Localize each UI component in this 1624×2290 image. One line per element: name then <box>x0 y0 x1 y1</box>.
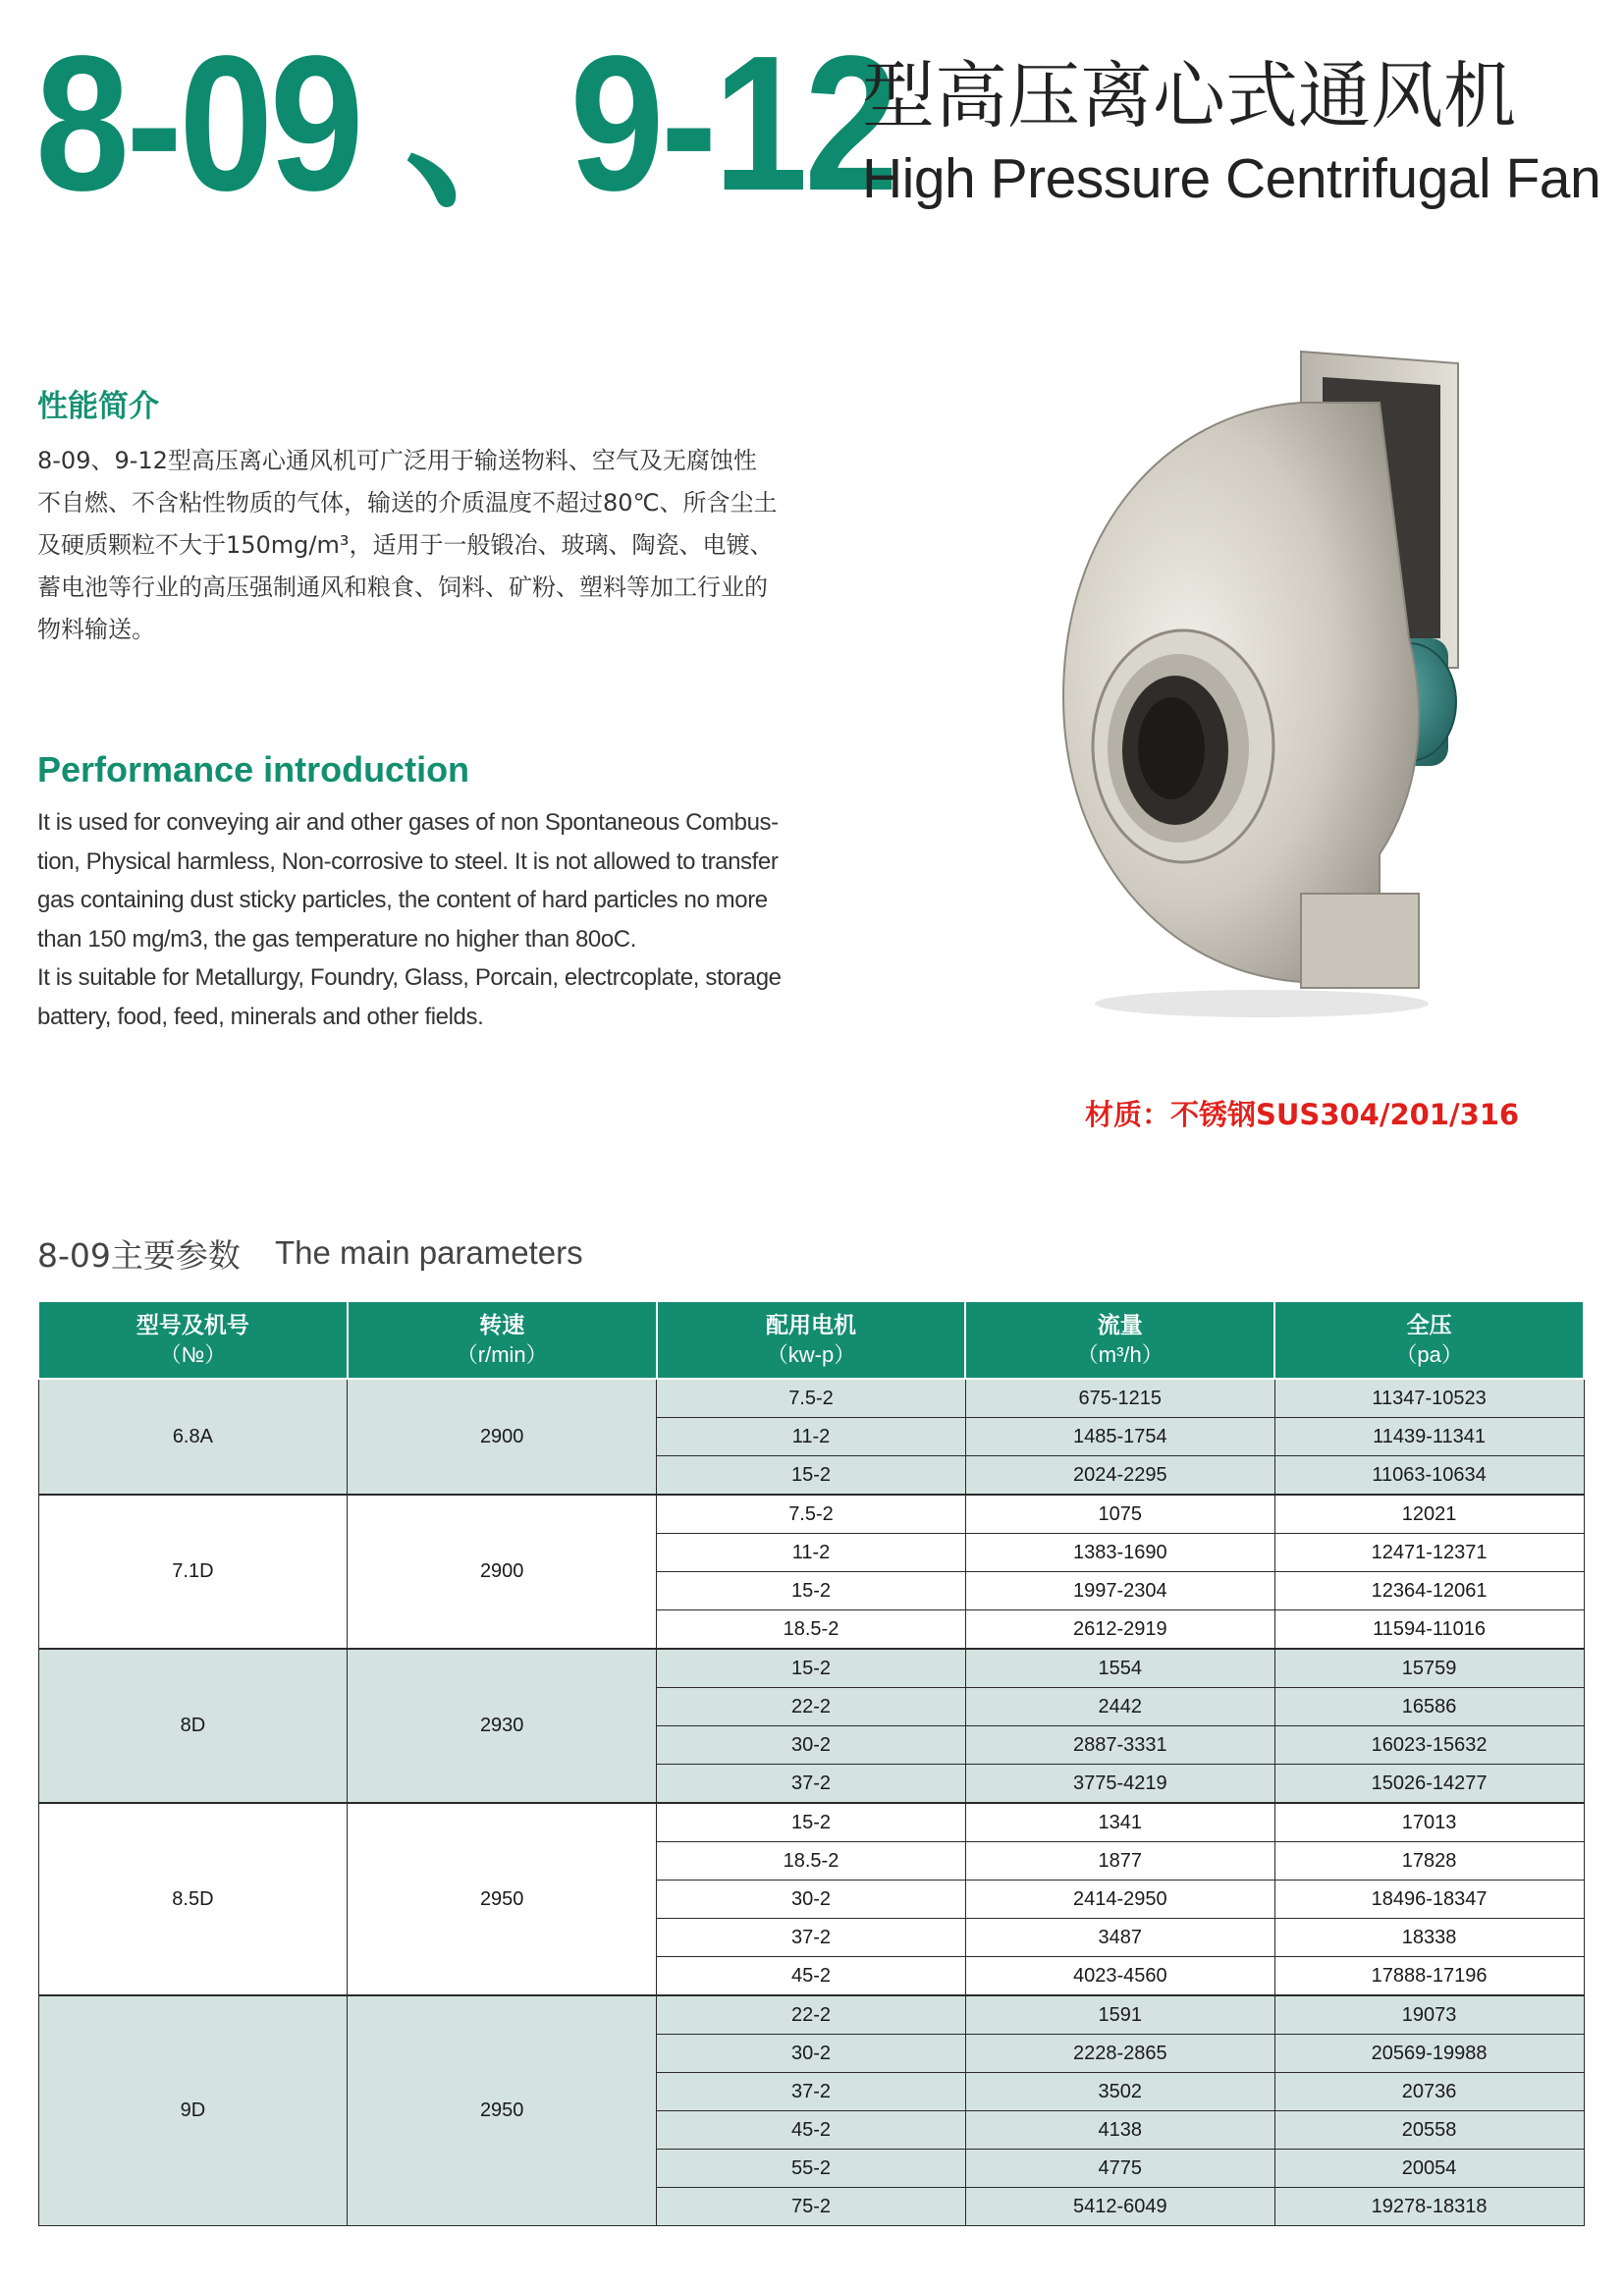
cell-speed: 2900 <box>348 1495 657 1649</box>
cell-pressure: 15026-14277 <box>1274 1765 1584 1804</box>
cell-flow: 5412-6049 <box>965 2188 1274 2226</box>
cell-speed: 2900 <box>348 1379 657 1495</box>
cell-flow: 2442 <box>965 1688 1274 1726</box>
intro-line-en: than 150 mg/m3, the gas temperature no higher than 80oC. <box>37 925 637 953</box>
cell-pressure: 18496-18347 <box>1274 1881 1584 1919</box>
cell-pressure: 17828 <box>1274 1842 1584 1881</box>
column-header <box>965 1301 1274 1379</box>
cell-flow: 3502 <box>965 2073 1274 2111</box>
intro-paragraph-cn <box>37 440 784 651</box>
parameters-table <box>37 1300 1585 2226</box>
intro-line-cn: 蓄电池等行业的高压强制通风和粮食、饲料、矿粉、塑料等加工行业的 <box>37 573 768 601</box>
header-unit: （kw-p） <box>766 1342 856 1367</box>
cell-flow: 1341 <box>965 1803 1274 1842</box>
cell-flow: 1554 <box>965 1649 1274 1688</box>
intro-heading-en: Performance introduction <box>37 749 470 790</box>
cell-pressure: 20054 <box>1274 2150 1584 2188</box>
cell-flow: 1997-2304 <box>965 1572 1274 1610</box>
cell-motor: 7.5-2 <box>657 1495 966 1534</box>
intro-line-cn: 及硬质颗粒不大于150mg/m³，适用于一般锻冶、玻璃、陶瓷、电镀、 <box>37 531 774 559</box>
cell-motor: 11-2 <box>657 1418 966 1456</box>
cell-motor: 15-2 <box>657 1649 966 1688</box>
cell-pressure: 15759 <box>1274 1649 1584 1688</box>
cell-pressure: 19073 <box>1274 1995 1584 2035</box>
cell-motor: 75-2 <box>657 2188 966 2226</box>
cell-motor: 15-2 <box>657 1572 966 1610</box>
cell-motor: 37-2 <box>657 1765 966 1804</box>
intro-line-cn: 物料输送。 <box>37 616 155 643</box>
cell-motor: 30-2 <box>657 2035 966 2073</box>
cell-motor: 45-2 <box>657 1957 966 1996</box>
cell-motor: 7.5-2 <box>657 1379 966 1418</box>
cell-flow: 2024-2295 <box>965 1456 1274 1496</box>
cell-pressure: 17888-17196 <box>1274 1957 1584 1996</box>
column-header <box>348 1301 657 1379</box>
cell-motor: 18.5-2 <box>657 1842 966 1881</box>
intro-line-en: battery, food, feed, minerals and other fields. <box>37 1003 484 1030</box>
header-unit: （r/min） <box>456 1342 548 1367</box>
cell-flow: 1383-1690 <box>965 1534 1274 1572</box>
header-cn: 全压 <box>1406 1312 1452 1337</box>
cell-flow: 3487 <box>965 1919 1274 1957</box>
cell-model-no: 8.5D <box>38 1803 348 1995</box>
column-header <box>657 1301 966 1379</box>
cell-flow: 4138 <box>965 2111 1274 2150</box>
intro-line-cn: 8-09、9-12型高压离心通风机可广泛用于输送物料、空气及无腐蚀性 <box>37 447 757 474</box>
cell-pressure: 11063-10634 <box>1274 1456 1584 1496</box>
cell-model-no: 6.8A <box>38 1379 348 1495</box>
cell-motor: 11-2 <box>657 1534 966 1572</box>
cell-pressure: 11347-10523 <box>1274 1379 1584 1418</box>
table-header-row <box>38 1301 1584 1379</box>
table-body <box>38 1379 1584 2226</box>
cell-motor: 22-2 <box>657 1995 966 2035</box>
cell-model-no: 8D <box>38 1649 348 1803</box>
cell-pressure: 18338 <box>1274 1919 1584 1957</box>
params-title-en: The main parameters <box>275 1234 583 1271</box>
cell-pressure: 16586 <box>1274 1688 1584 1726</box>
cell-flow: 1591 <box>965 1995 1274 2035</box>
cell-motor: 45-2 <box>657 2111 966 2150</box>
cell-motor: 15-2 <box>657 1456 966 1496</box>
cell-flow: 2228-2865 <box>965 2035 1274 2073</box>
header-unit: （pa） <box>1395 1342 1463 1367</box>
params-title-cn: 8-09主要参数 <box>37 1236 241 1275</box>
cell-model-no: 9D <box>38 1995 348 2226</box>
cell-pressure: 11594-11016 <box>1274 1610 1584 1650</box>
cell-motor: 18.5-2 <box>657 1610 966 1650</box>
cell-flow: 1075 <box>965 1495 1274 1534</box>
cell-motor: 37-2 <box>657 2073 966 2111</box>
intro-line-en: It is suitable for Metallurgy, Foundry, Glass, Porcain, electrcoplate, storage <box>37 964 782 991</box>
cell-pressure: 16023-15632 <box>1274 1726 1584 1765</box>
table-row <box>38 1995 1584 2035</box>
product-title-cn: 型高压离心式通风机 <box>862 54 1516 138</box>
table-row <box>38 1803 1584 1842</box>
cell-speed: 2950 <box>348 1995 657 2226</box>
intro-line-cn: 不自燃、不含粘性物质的气体，输送的介质温度不超过80℃、所含尘土 <box>37 489 778 517</box>
cell-flow: 1877 <box>965 1842 1274 1881</box>
intro-line-en: gas containing dust sticky particles, the content of hard particles no more <box>37 887 768 913</box>
cell-flow: 2612-2919 <box>965 1610 1274 1650</box>
header-cn: 型号及机号 <box>135 1312 249 1337</box>
cell-pressure: 19278-18318 <box>1274 2188 1584 2226</box>
cell-flow: 2887-3331 <box>965 1726 1274 1765</box>
cell-pressure: 20736 <box>1274 2073 1584 2111</box>
cell-motor: 30-2 <box>657 1726 966 1765</box>
cell-pressure: 12364-12061 <box>1274 1572 1584 1610</box>
cell-pressure: 12471-12371 <box>1274 1534 1584 1572</box>
header-unit: （№） <box>159 1342 227 1367</box>
cell-pressure: 11439-11341 <box>1274 1418 1584 1456</box>
header-cn: 配用电机 <box>765 1312 856 1337</box>
cell-motor: 15-2 <box>657 1803 966 1842</box>
cell-flow: 2414-2950 <box>965 1881 1274 1919</box>
cell-motor: 55-2 <box>657 2150 966 2188</box>
intro-paragraph-en <box>37 803 803 1036</box>
column-header <box>1274 1301 1584 1379</box>
cell-flow: 4023-4560 <box>965 1957 1274 1996</box>
intro-heading-cn: 性能简介 <box>37 389 159 424</box>
centrifugal-fan-image <box>1056 344 1468 1021</box>
column-header <box>38 1301 348 1379</box>
cell-flow: 1485-1754 <box>965 1418 1274 1456</box>
cell-pressure: 20569-19988 <box>1274 2035 1584 2073</box>
model-number-title: 8-09 、9-12 <box>35 16 895 231</box>
intro-line-en: It is used for conveying air and other gases of non Spontaneous Combus- <box>37 809 779 836</box>
cell-speed: 2950 <box>348 1803 657 1995</box>
product-title-en: High Pressure Centrifugal Fan <box>862 147 1601 210</box>
table-row <box>38 1495 1584 1534</box>
cell-pressure: 17013 <box>1274 1803 1584 1842</box>
table-row <box>38 1379 1584 1418</box>
cell-pressure: 20558 <box>1274 2111 1584 2150</box>
cell-flow: 675-1215 <box>965 1379 1274 1418</box>
header-cn: 转速 <box>479 1312 525 1337</box>
cell-motor: 22-2 <box>657 1688 966 1726</box>
cell-motor: 30-2 <box>657 1881 966 1919</box>
cell-flow: 4775 <box>965 2150 1274 2188</box>
cell-motor: 37-2 <box>657 1919 966 1957</box>
cell-speed: 2930 <box>348 1649 657 1803</box>
cell-model-no: 7.1D <box>38 1495 348 1649</box>
cell-pressure: 12021 <box>1274 1495 1584 1534</box>
intro-line-en: tion, Physical harmless, Non-corrosive to steel. It is not allowed to transfer <box>37 847 779 875</box>
header-cn: 流量 <box>1097 1312 1143 1337</box>
material-note: 材质：不锈钢SUS304/201/316 <box>1085 1098 1520 1131</box>
table-row <box>38 1649 1584 1688</box>
cell-flow: 3775-4219 <box>965 1765 1274 1804</box>
header-unit: （m³/h） <box>1076 1342 1164 1367</box>
